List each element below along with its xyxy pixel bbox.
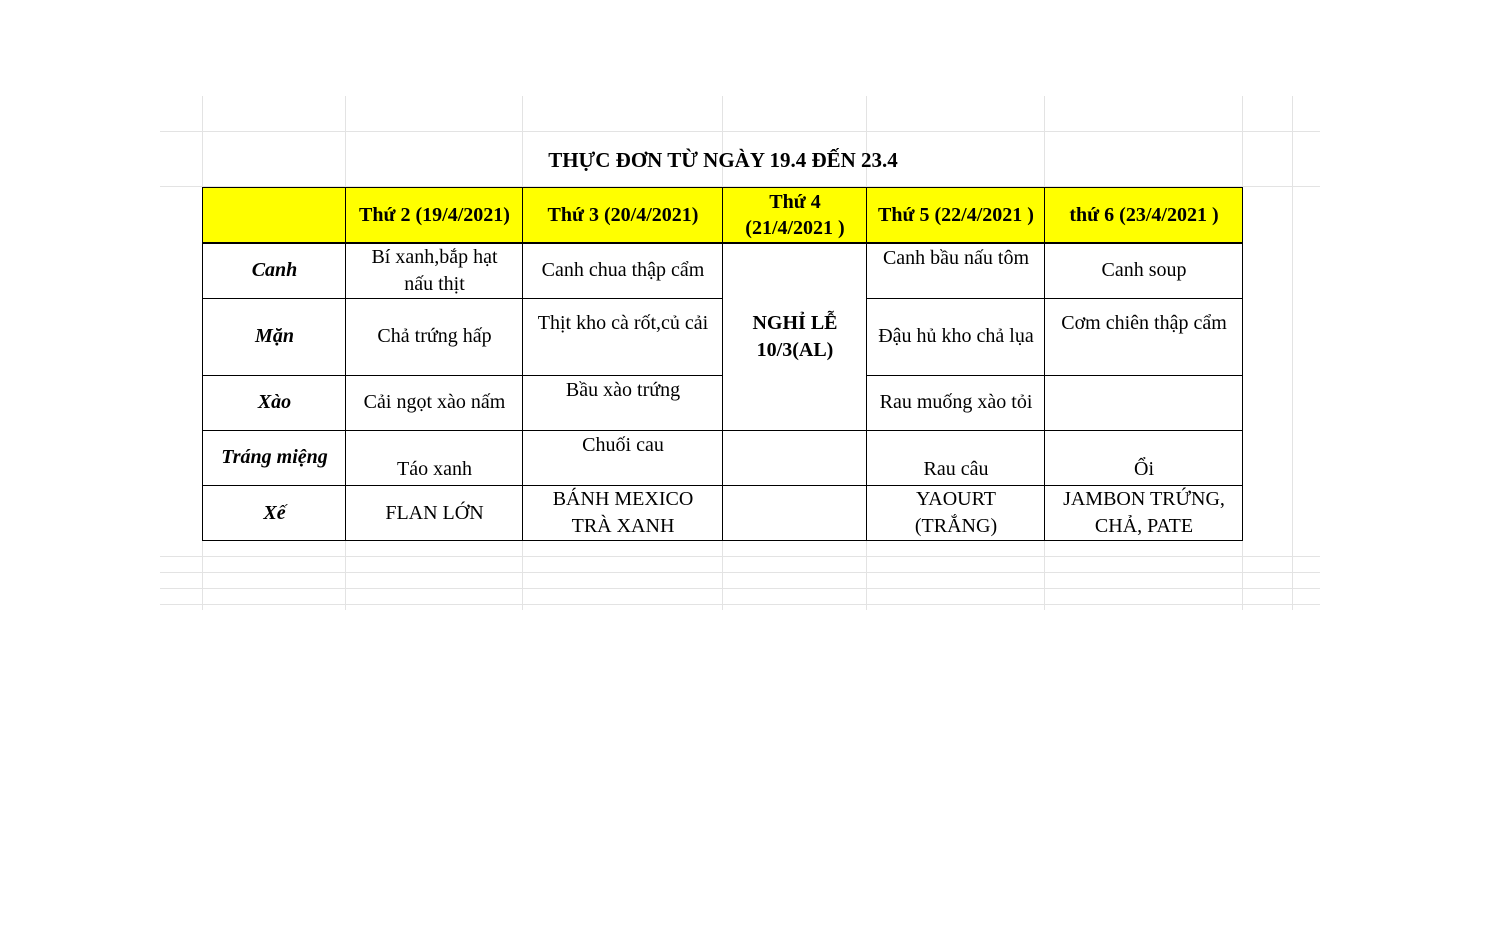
cell-canh-friday: Canh soup [1101,259,1187,281]
cell-trang-mieng-tuesday: Chuối cau [582,434,664,456]
cell-xe-monday: FLAN LỚN [385,501,484,524]
holiday-merged-cell: NGHỈ LỄ 10/3(AL) [752,311,838,361]
header-friday: thứ 6 (23/4/2021 ) [1045,187,1243,243]
header-thursday: Thứ 5 (22/4/2021 ) [867,187,1045,243]
cell-xao-friday [1045,375,1243,430]
cell-man-monday: Chả trứng hấp [377,325,492,347]
cell-xao-monday: Cải ngọt xào nấm [363,391,506,413]
cell-man-friday: Cơm chiên thập cẩm [1061,312,1227,334]
cell-trang-mieng-friday: Ổi [1134,458,1154,480]
cell-xe-thursday: YAOURT (TRẮNG) [914,488,998,537]
row-label-xao: Xào [257,391,292,413]
cell-xao-thursday: Rau muống xào tỏi [879,391,1033,413]
row-label-xe: Xế [263,501,286,524]
cell-man-tuesday: Thịt kho cà rốt,củ cải [537,312,709,334]
cell-xe-friday: JAMBON TRỨNG, CHẢ, PATE [1063,488,1225,537]
row-label-man: Mặn [255,325,294,347]
header-wednesday: Thứ 4 (21/4/2021 ) [723,187,867,243]
header-corner-cell [203,187,346,243]
cell-man-thursday: Đậu hủ kho chả lụa [878,325,1034,347]
cell-trang-mieng-monday: Táo xanh [397,458,472,480]
row-label-trang-mieng: Tráng miệng [221,446,328,468]
cell-canh-monday: Bí xanh,bắp hạt nấu thịt [371,245,498,295]
header-monday: Thứ 2 (19/4/2021) [346,187,523,243]
cell-trang-mieng-thursday: Rau câu [923,458,989,480]
menu-title: THỰC ĐƠN TỪ NGÀY 19.4 ĐẾN 23.4 [548,148,898,172]
cell-canh-thursday: Canh bầu nấu tôm [882,247,1030,269]
cell-canh-tuesday: Canh chua thập cẩm [541,259,705,281]
cell-xao-tuesday: Bầu xào trứng [565,379,681,401]
cell-xe-tuesday: BÁNH MEXICO TRÀ XANH [552,488,694,537]
header-tuesday: Thứ 3 (20/4/2021) [523,187,723,243]
row-label-canh: Canh [251,259,298,281]
